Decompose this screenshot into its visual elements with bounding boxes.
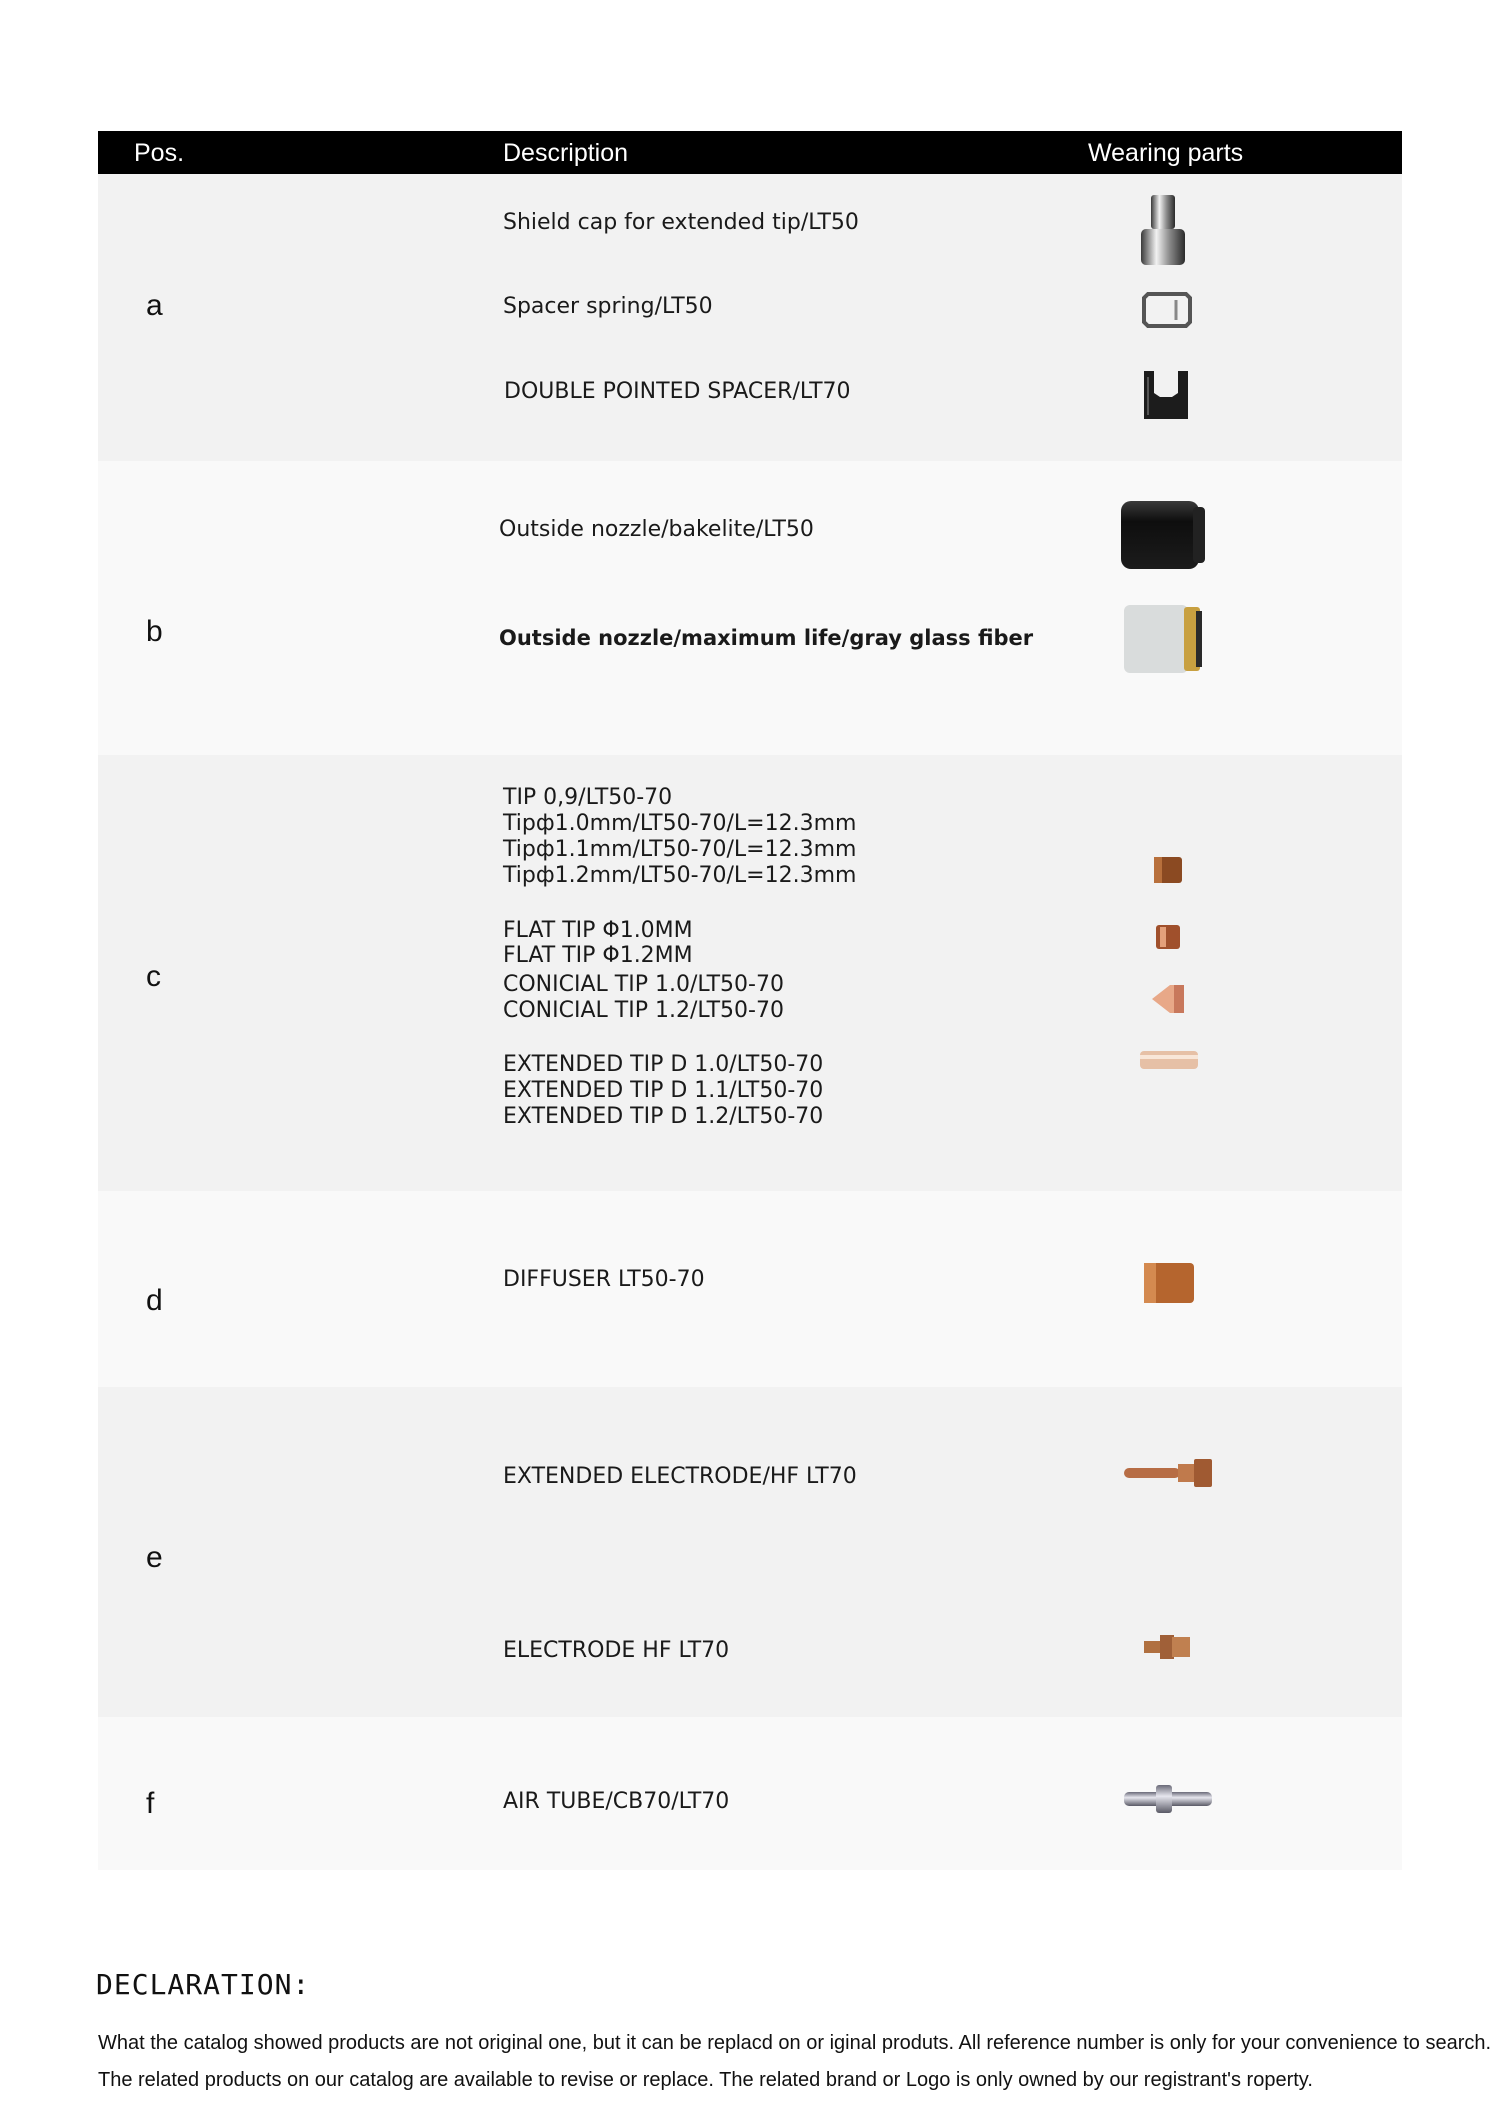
extended-tip-image xyxy=(1136,1045,1202,1075)
pos-label: b xyxy=(146,615,163,648)
pos-label: e xyxy=(146,1541,163,1574)
group-e xyxy=(98,1387,1402,1717)
header-description: Description xyxy=(503,139,629,167)
air-tube-image xyxy=(1118,1777,1218,1821)
group-b xyxy=(98,461,1402,755)
declaration-text-line-2: The related products on our catalog are available to revise or replace. The related brand or Logo is only owned by our registrant's roperty. xyxy=(98,2069,1313,2091)
conical-tip-image xyxy=(1146,979,1190,1019)
part-description: EXTENDED TIP D 1.0/LT50-70 xyxy=(503,1052,824,1077)
group-a xyxy=(98,174,1402,461)
part-description: CONICIAL TIP 1.2/LT50-70 xyxy=(503,998,784,1023)
pos-label: c xyxy=(146,960,161,993)
part-description: AIR TUBE/CB70/LT70 xyxy=(503,1789,730,1814)
part-description: Shield cap for extended tip/LT50 xyxy=(503,210,859,235)
shield-cap-image xyxy=(1133,191,1193,271)
group-c xyxy=(98,755,1402,1191)
double-pointed-spacer-image xyxy=(1138,367,1194,423)
group-d xyxy=(98,1191,1402,1387)
declaration-title: DECLARATION: xyxy=(96,1968,311,2001)
pos-label: a xyxy=(146,289,163,322)
part-description: DOUBLE POINTED SPACER/LT70 xyxy=(504,379,851,404)
group-f xyxy=(98,1717,1402,1870)
part-description: FLAT TIP Φ1.0MM xyxy=(503,918,693,943)
part-description: EXTENDED TIP D 1.2/LT50-70 xyxy=(503,1104,824,1129)
part-description: Tipф1.1mm/LT50-70/L=12.3mm xyxy=(503,837,857,862)
pos-label: f xyxy=(146,1787,155,1820)
flat-tip-image xyxy=(1150,921,1186,953)
glass-fiber-nozzle-image xyxy=(1118,601,1208,677)
declaration-text-line-1: What the catalog showed products are not original one, but it can be replacd on or iginal produts. All reference number is only for your convenience to search. xyxy=(98,2032,1492,2054)
part-description: Outside nozzle/maximum life/gray glass fiber xyxy=(499,626,1034,650)
part-description: Tipф1.0mm/LT50-70/L=12.3mm xyxy=(503,811,857,836)
parts-table xyxy=(98,131,1402,1870)
pos-label: d xyxy=(146,1284,163,1317)
header-wearing-parts: Wearing parts xyxy=(1088,139,1244,167)
part-description: FLAT TIP Φ1.2MM xyxy=(503,943,693,968)
part-description: CONICIAL TIP 1.0/LT50-70 xyxy=(503,972,784,997)
part-description: Outside nozzle/bakelite/LT50 xyxy=(499,517,814,542)
diffuser-image xyxy=(1138,1257,1200,1309)
spacer-spring-image xyxy=(1136,288,1196,332)
table-header xyxy=(98,131,1402,174)
part-description: TIP 0,9/LT50-70 xyxy=(503,785,673,810)
electrode-image xyxy=(1138,1627,1198,1667)
part-description: EXTENDED TIP D 1.1/LT50-70 xyxy=(503,1078,824,1103)
part-description: Spacer spring/LT50 xyxy=(503,294,713,319)
part-description: Tipф1.2mm/LT50-70/L=12.3mm xyxy=(503,863,857,888)
part-description: ELECTRODE HF LT70 xyxy=(503,1638,730,1663)
part-description: DIFFUSER LT50-70 xyxy=(503,1267,705,1292)
header-pos: Pos. xyxy=(134,139,185,167)
bakelite-nozzle-image xyxy=(1113,495,1213,575)
part-description: EXTENDED ELECTRODE/HF LT70 xyxy=(503,1464,857,1489)
tip-image xyxy=(1148,853,1188,887)
extended-electrode-image xyxy=(1118,1453,1218,1493)
